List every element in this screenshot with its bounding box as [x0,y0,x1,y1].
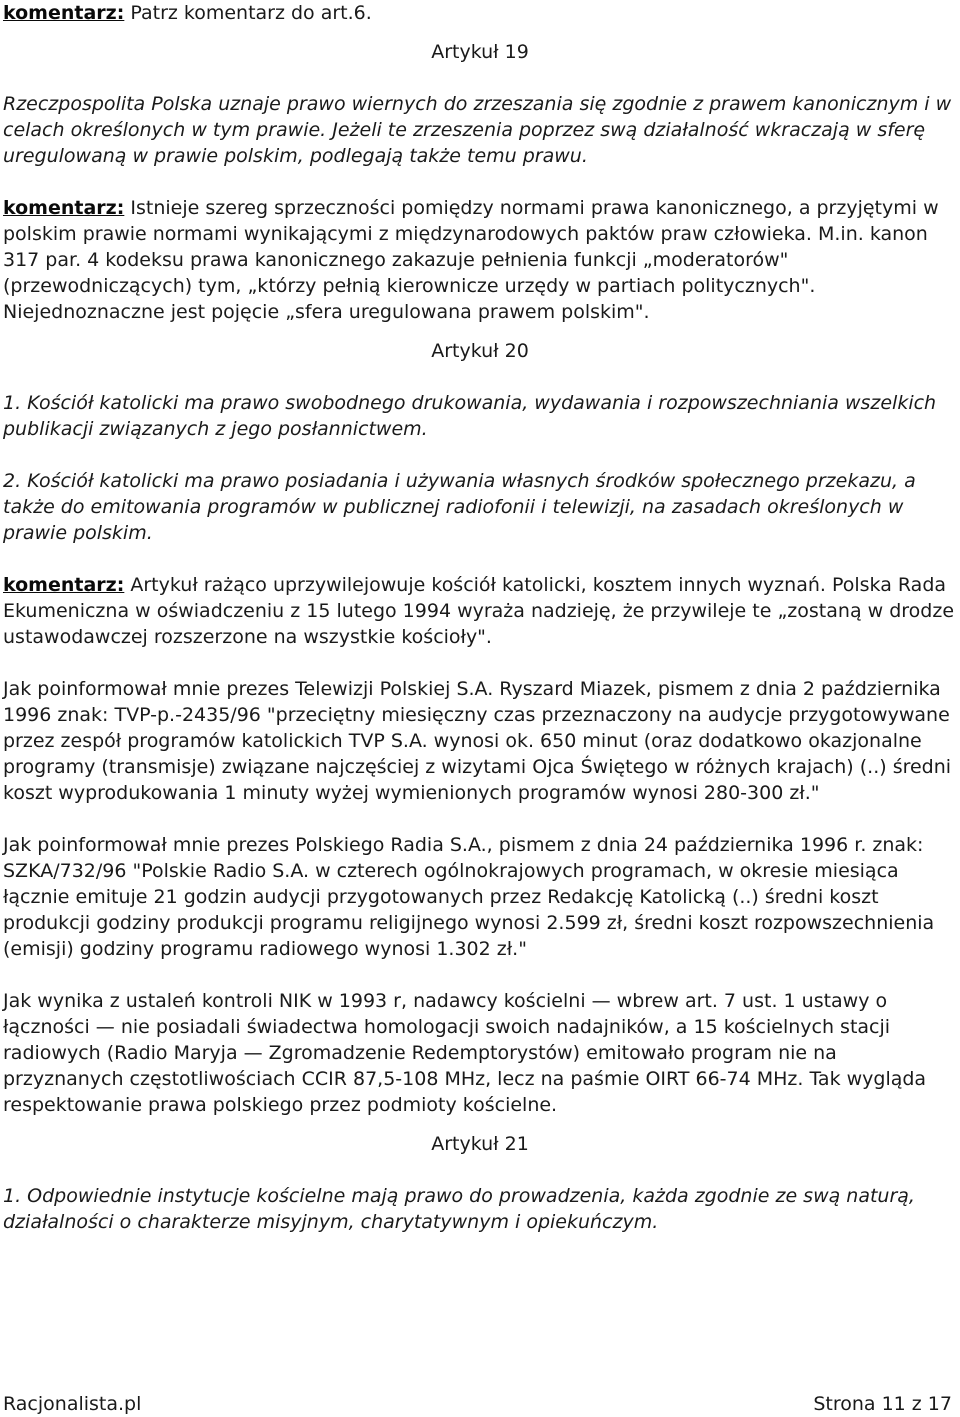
page-footer [3,1391,952,1417]
nik-paragraph: Jak wynika z ustaleń kontroli NIK w 1993 r, nadawcy kościelni — wbrew art. 7 ust. 1 ustawy o łączności — nie posiadali świadectwa homologacji swoich nadajników, a 15 kościelnych stacji radiowych (Radio Maryja — Zgromadzenie Redemptorystów) emitowało program nie na przyznanych częstotliwościach CCIR 87,5-108 MHz, lecz na paśmie OIRT 66-74 MHz. Tak wygląda respektowanie prawa polskiego przez podmioty kościelne. [3,990,927,1116]
article-20-comment [3,572,957,650]
article-21-heading: Artykuł 21 [431,1133,529,1155]
article-20-paragraph-2: 2. Kościół katolicki ma prawo posiadania i używania własnych środków społecznego przekazu, a także do emitowania programów w publicznej radiofonii i telewizji, na zasadach określonych w prawie polskim. [3,470,916,544]
article-20-comment-text: Artykuł rażąco uprzywilejowuje kościół katolicki, kosztem innych wyznań. Polska Rada Ekumeniczna w oświadczeniu z 15 lutego 1994 wyraża nadzieję, że przywileje te „zostaną w drodze ustawodawczej rozszerzone na wszystkie kościoły". [3,574,955,648]
footer-page-number: Strona 11 z 17 [813,1393,952,1415]
radio-paragraph: Jak poinformował mnie prezes Polskiego Radia S.A., pismem z dnia 24 października 1996 r. znak: SZKA/732/96 "Polskie Radio S.A. w czterech ogólnokrajowych programach, w okresie miesiąca łącznie emituje 21 godzin audycji przygotowanych przez Redakcję Katolicką (..) średni koszt produkcji godziny produkcji programu religijnego wynosi 2.599 zł, średni koszt rozpowszechnienia (emisji) godziny programu radiowego wynosi 1.302 zł." [3,834,935,960]
intro-comment [3,0,957,26]
article-20-heading: Artykuł 20 [431,340,529,362]
article-21-paragraph-1: 1. Odpowiednie instytucje kościelne mają prawo do prowadzenia, każda zgodnie ze swą naturą, działalności o charakterze misyjnym, charytatywnym i opiekuńczym. [3,1185,915,1233]
article-19-text: Rzeczpospolita Polska uznaje prawo wiernych do zrzeszania się zgodnie z prawem kanonicznym i w celach określonych w tym prawie. Jeżeli te zrzeszenia poprzez swą działalność wkraczają w sferę uregulowaną w prawie polskim, podlegają także temu prawu. [3,93,952,167]
intro-comment-text: Patrz komentarz do art.6. [124,2,372,24]
document-page [3,0,957,1235]
comment-label: komentarz: [3,574,125,596]
article-19-comment-text: Istnieje szereg sprzeczności pomiędzy normami prawa kanonicznego, a przyjętymi w polskim prawie normami wynikającymi z międzynarodowych paktów praw człowieka. M.in. kanon 317 par. 4 kodeksu prawa kanonicznego zakazuje pełnienia funkcji „moderatorów" (przewodniczących) tym, „którzy pełnią kierownicze urzędy w partiach politycznych". Niejednoznaczne jest pojęcie „sfera uregulowana prawem polskim". [3,197,939,323]
article-19-comment [3,195,957,325]
footer-site-name: Racjonalista.pl [3,1393,142,1415]
tvp-paragraph: Jak poinformował mnie prezes Telewizji Polskiej S.A. Ryszard Miazek, pismem z dnia 2 października 1996 znak: TVP-p.-2435/96 "przeciętny miesięczny czas przeznaczony na audycje przygotowywane przez zespół programów katolickich TVP S.A. wynosi ok. 650 minut (oraz dodatkowo okazjonalne programy (transmisje) związane najczęściej z wizytami Ojca Świętego w różnych krajach) (..) średni koszt wyprodukowania 1 minuty wyżej wymienionych programów wynosi 280-300 zł." [3,678,952,804]
comment-label: komentarz: [3,197,125,219]
article-20-paragraph-1: 1. Kościół katolicki ma prawo swobodnego drukowania, wydawania i rozpowszechniania wszelkich publikacji związanych z jego posłannictwem. [3,392,937,440]
comment-label: komentarz: [3,2,125,24]
article-19-heading: Artykuł 19 [431,41,529,63]
